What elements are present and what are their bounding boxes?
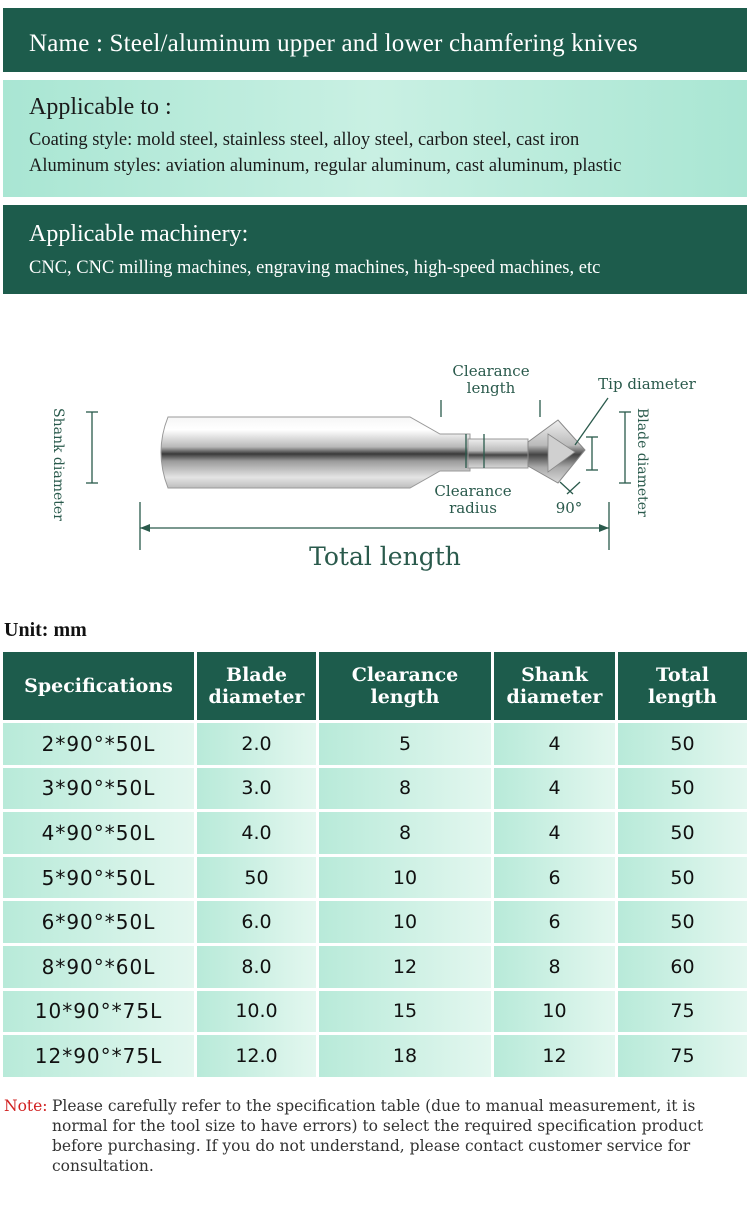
machinery-line: CNC, CNC milling machines, engraving machines, high-speed machines, etc — [29, 258, 601, 278]
aluminum-style-line: Aluminum styles: aviation aluminum, regular aluminum, cast aluminum, plastic — [29, 156, 622, 176]
applicable-heading: Applicable to : — [29, 94, 172, 120]
blade-diameter-cell: 2.0 — [197, 720, 319, 765]
clearance-length-cell: 5 — [319, 720, 494, 765]
table-row — [3, 809, 747, 854]
total-length-cell: 50 — [618, 765, 747, 810]
header-clearance-length: Clearance length — [319, 652, 494, 720]
blade-diameter-cell: 3.0 — [197, 765, 319, 810]
spec-cell: 6*90°*50L — [3, 898, 197, 943]
angle-label: 90° — [555, 499, 583, 517]
spec-cell: 12*90°*75L — [3, 1032, 197, 1077]
table-row — [3, 720, 747, 765]
machinery-banner — [3, 205, 747, 294]
clearance-length-cell: 8 — [319, 809, 494, 854]
coating-style-line: Coating style: mold steel, stainless steel, alloy steel, carbon steel, cast iron — [29, 130, 580, 150]
note-section — [4, 1096, 748, 1175]
shank-diameter-cell: 4 — [494, 720, 618, 765]
product-name-title: Name : Steel/aluminum upper and lower chamfering knives — [29, 30, 638, 57]
clearance-length-cell: 15 — [319, 988, 494, 1033]
shank-diameter-cell: 6 — [494, 854, 618, 899]
spec-cell: 3*90°*50L — [3, 765, 197, 810]
total-length-cell: 50 — [618, 720, 747, 765]
clearance-length-cell: 10 — [319, 898, 494, 943]
shank-diameter-cell: 6 — [494, 898, 618, 943]
total-length-label: Total length — [309, 542, 461, 571]
table-row — [3, 943, 747, 988]
shank-diameter-cell: 4 — [494, 809, 618, 854]
note-label: Note: — [4, 1097, 48, 1115]
total-length-cell: 50 — [618, 809, 747, 854]
clearance-length-label: Clearance length — [452, 362, 530, 397]
spec-cell: 5*90°*50L — [3, 854, 197, 899]
table-row — [3, 765, 747, 810]
table-row — [3, 898, 747, 943]
total-length-cell: 50 — [618, 854, 747, 899]
blade-diameter-cell: 6.0 — [197, 898, 319, 943]
header-specifications: Specifications — [3, 652, 197, 720]
blade-diameter-cell: 8.0 — [197, 943, 319, 988]
table-row — [3, 1032, 747, 1077]
clearance-length-cell: 12 — [319, 943, 494, 988]
blade-diameter-cell: 50 — [197, 854, 319, 899]
table-row — [3, 988, 747, 1033]
total-length-cell: 75 — [618, 1032, 747, 1077]
unit-label: Unit: mm — [4, 619, 87, 641]
shank-diameter-cell: 8 — [494, 943, 618, 988]
specification-table — [3, 652, 747, 1077]
clearance-radius-label: Clearance radius — [434, 482, 512, 517]
total-length-cell: 50 — [618, 898, 747, 943]
blade-diameter-cell: 10.0 — [197, 988, 319, 1033]
shank-diameter-cell: 10 — [494, 988, 618, 1033]
total-length-cell: 75 — [618, 988, 747, 1033]
blade-diameter-cell: 4.0 — [197, 809, 319, 854]
tip-diameter-label: Tip diameter — [598, 375, 696, 393]
tool-diagram — [0, 300, 750, 600]
shank-diameter-cell: 12 — [494, 1032, 618, 1077]
machinery-heading: Applicable machinery: — [29, 221, 249, 247]
table-header-row — [3, 652, 747, 720]
spec-cell: 4*90°*50L — [3, 809, 197, 854]
clearance-length-cell: 8 — [319, 765, 494, 810]
clearance-length-cell: 18 — [319, 1032, 494, 1077]
note-text: Please carefully refer to the specification table (due to manual measurement, it is normal for the tool size to have errors) to select the required specification product before purchasing. If you do not understand, please contact customer service for consultation. — [52, 1097, 704, 1175]
header-total-length: Total length — [618, 652, 747, 720]
table-row — [3, 854, 747, 899]
shank-diameter-label: Shank diameter — [50, 408, 66, 521]
spec-cell: 10*90°*75L — [3, 988, 197, 1033]
header-shank-diameter: Shank diameter — [494, 652, 618, 720]
shank-diameter-cell: 4 — [494, 765, 618, 810]
spec-cell: 8*90°*60L — [3, 943, 197, 988]
spec-cell: 2*90°*50L — [3, 720, 197, 765]
name-banner — [3, 8, 747, 72]
total-length-cell: 60 — [618, 943, 747, 988]
blade-diameter-label: Blade diameter — [634, 408, 650, 517]
header-blade-diameter: Blade diameter — [197, 652, 319, 720]
blade-diameter-cell: 12.0 — [197, 1032, 319, 1077]
clearance-length-cell: 10 — [319, 854, 494, 899]
applicable-banner — [3, 80, 747, 197]
